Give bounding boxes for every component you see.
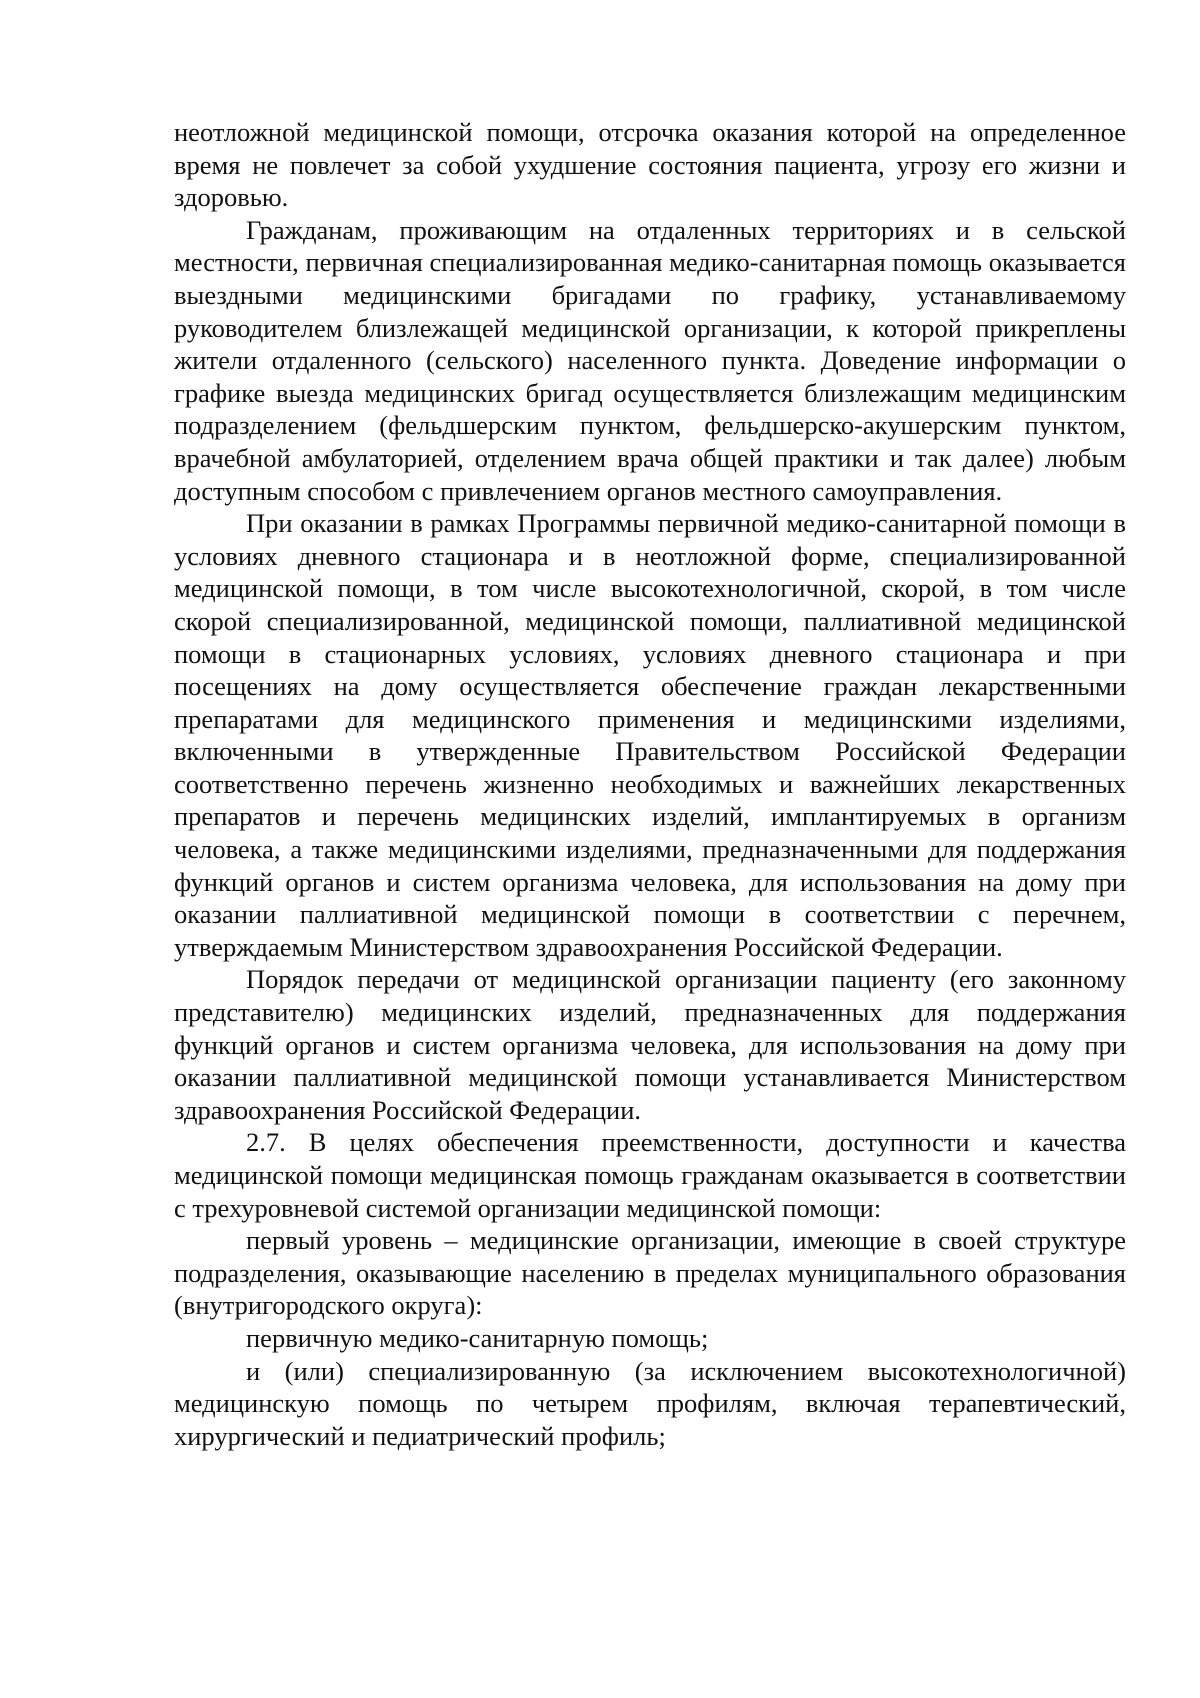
paragraph-specialized-care: и (или) специализированную (за исключением высокотехнологичной) медицинскую помощь по четырем профилям, включая терапевтический, хирургический и педиатрический профиль; [174,1355,1126,1451]
document-body [174,116,1126,1452]
paragraph-section-2-7: 2.7. В целях обеспечения преемственности, доступности и качества медицинской помощи медицинская помощь гражданам оказывается в соответствии с трехуровневой системой организации медицинской помощи: [174,1127,1126,1223]
paragraph-device-transfer: Порядок передачи от медицинской организации пациенту (его законному представителю) медицинских изделий, предназначенных для поддержания функций органов и систем организма человека, для использования на дому при оказании паллиативной медицинской помощи устанавливается Министерством здравоохранения Российской Федерации. [174,964,1126,1125]
paragraph-remote-territories: Гражданам, проживающим на отдаленных территориях и в сельской местности, первичная специализированная медико-санитарная помощь оказывается выездными медицинскими бригадами по графику, устанавливаемому руководителем близлежащей медицинской организации, к которой прикреплены жители отдаленного (сельского) населенного пункта. Доведение информации о графике выезда медицинских бригад осуществляется близлежащим медицинским подразделением (фельдшерским пунктом, фельдшерско-акушерским пунктом, врачебной амбулаторией, отделением врача общей практики и так далее) любым доступным способом с привлечением органов местного самоуправления. [174,214,1126,506]
paragraph-continuation: неотложной медицинской помощи, отсрочка оказания которой на определенное время не повлечет за собой ухудшение состояния пациента, угрозу его жизни и здоровью. [174,117,1126,213]
paragraph-first-level: первый уровень – медицинские организации, имеющие в своей структуре подразделения, оказывающие населению в пределах муниципального образования (внутригородского округа): [174,1225,1126,1321]
paragraph-primary-care: первичную медико-санитарную помощь; [246,1322,709,1353]
paragraph-drug-provision: При оказании в рамках Программы первичной медико-санитарной помощи в условиях дневного стационара и в неотложной форме, специализированной медицинской помощи, в том числе высокотехнологичной, скорой, в том числе скорой специализированной, медицинской помощи, паллиативной медицинской помощи в стационарных условиях, условиях дневного стационара и при посещениях на дому осуществляется обеспечение граждан лекарственными препаратами для медицинского применения и медицинскими изделиями, включенными в утвержденные Правительством Российской Федерации соответственно перечень жизненно необходимых и важнейших лекарственных препаратов и перечень медицинских изделий, имплантируемых в организм человека, а также медицинскими изделиями, предназначенными для поддержания функций органов и систем организма человека, для использования на дому при оказании паллиативной медицинской помощи в соответствии с перечнем, утверждаемым Министерством здравоохранения Российской Федерации. [174,508,1126,962]
